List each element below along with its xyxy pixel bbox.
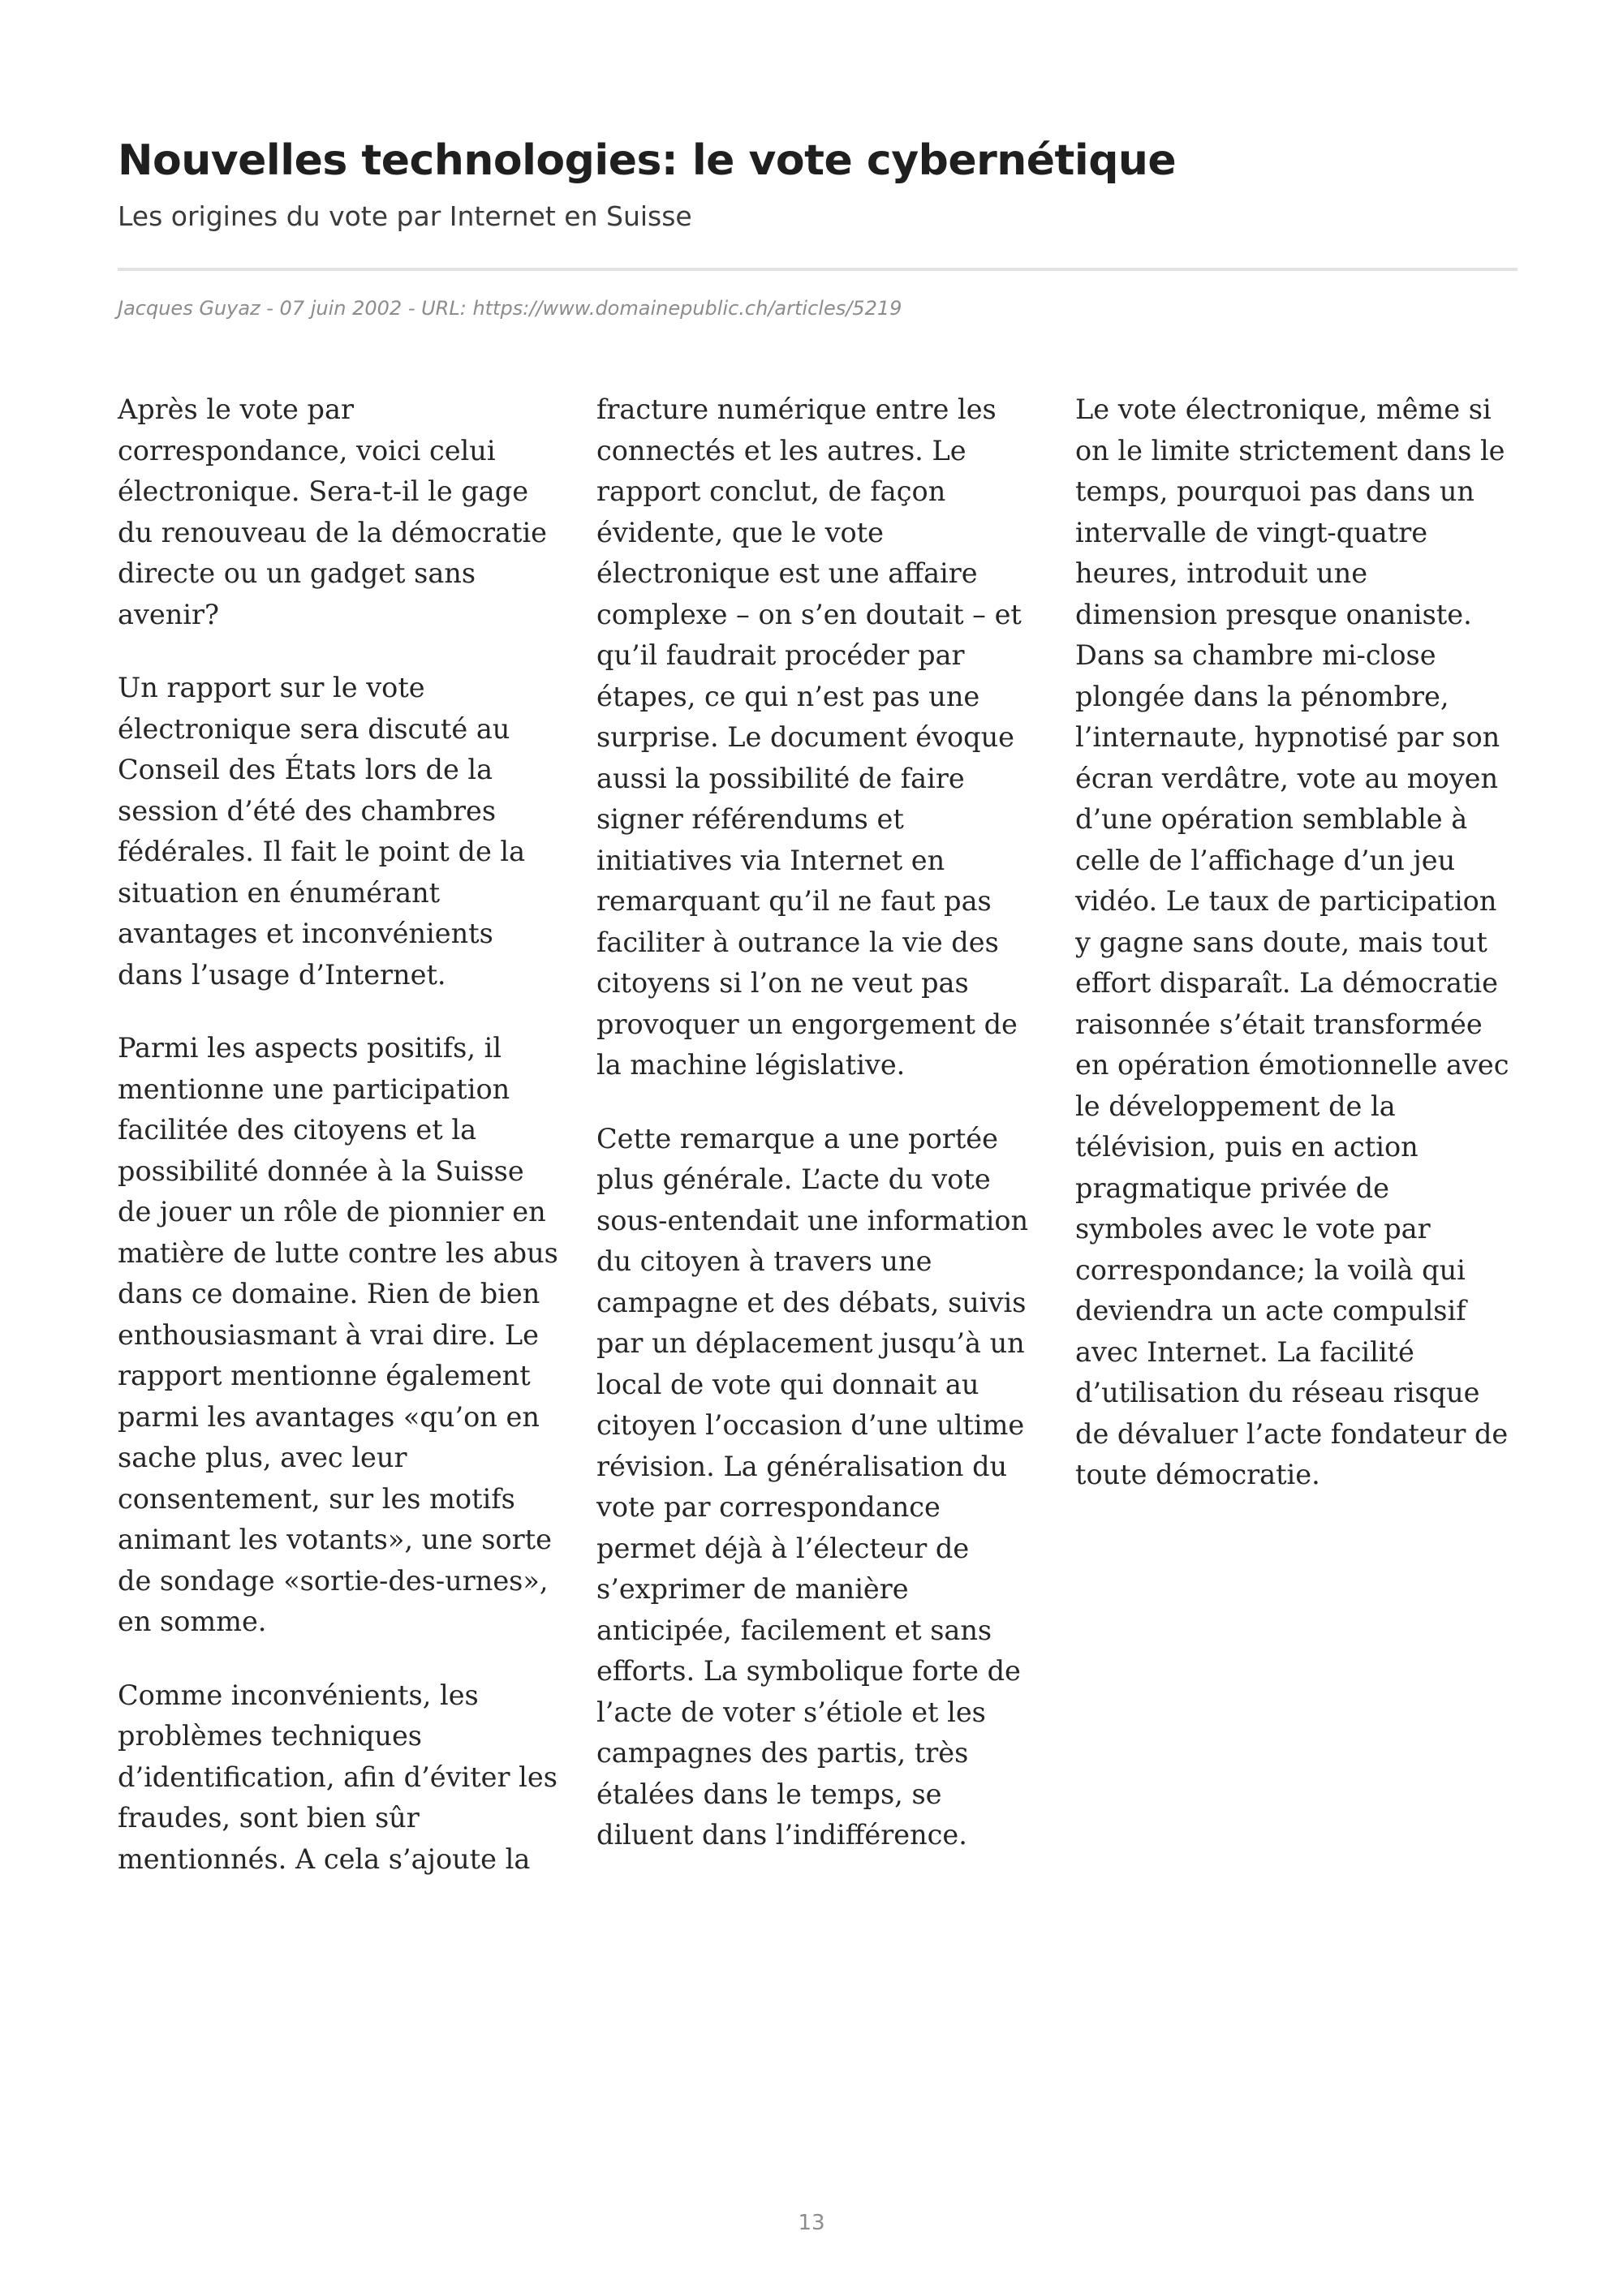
paragraph: Un rapport sur le vote électronique sera discuté au Conseil des États lors de la session d’été des chambres fédérales. Il fait le point de la situation en énumérant avantages et inconvénients dans l’usage d’Internet. [118,672,526,991]
article-title: Nouvelles technologies: le vote cybernétique [118,136,1177,185]
article-body [118,389,1518,1882]
page-number: 13 [798,2211,825,2235]
paragraph: Cette remarque a une portée plus générale. L’acte du vote sous-entendait une information du citoyen à travers une campagne et des débats, suivis par un déplacement jusqu’à un local de vote qui donnait au citoyen l’occasion d’une ultime révision. La généralisation du vote par correspondance permet déjà à l’électeur de s’exprimer de manière anticipée, facilement et sans efforts. La symbolique forte de l’acte de voter s’étiole et les campagnes des partis, très étalées dans le temps, se diluent dans l’indifférence. [596,1122,1029,1851]
article-subtitle: Les origines du vote par Internet en Suisse [118,200,692,232]
article-meta: Jacques Guyaz - 07 juin 2002 - URL: https://www.domainepublic.ch/articles/5219 [118,297,902,320]
article [118,130,1518,1875]
paragraph: Comme inconvénients, les problèmes techniques d’identification, afin d’éviter les fraudes, sont bien sûr mentionnés. A cela s’ajoute la fracture numérique entre les connectés et les autres. Le rapport conclut, de façon évidente, que le vote électronique est une affaire complexe – on s’en doutait – et qu’il faudrait procéder par étapes, ce qui n’est pas une surprise. Le document évoque aussi la possibilité de faire signer référendums et initiatives via Internet en remarquant qu’il ne faut pas faciliter à outrance la vie des citoyens si l’on ne veut pas provoquer un engorgement de la machine législative. [118,393,1022,1875]
paragraph: Après le vote par correspondance, voici celui électronique. Sera-t-il le gage du renouveau de la démocratie directe ou un gadget sans avenir? [118,393,547,630]
paragraph: Parmi les aspects positifs, il mentionne une participation facilitée des citoyens et la possibilité donnée à la Suisse de jouer un rôle de pionnier en matière de lutte contre les abus dans ce domaine. Rien de bien enthousiasmant à vrai dire. Le rapport mentionne également parmi les avantages «qu’on en sache plus, avec leur consentement, sur les motifs animant les votants», une sorte de sondage «sortie-des-urnes», en somme. [118,1032,558,1637]
header-divider [118,268,1518,271]
paragraph: Le vote électronique, même si on le limite strictement dans le temps, pourquoi pas dans un intervalle de vingt-quatre heures, introduit une dimension presque onaniste. Dans sa chambre mi-close plongée dans la pénombre, l’internaute, hypnotisé par son écran verdâtre, vote au moyen d’une opération semblable à celle de l’affichage d’un jeu vidéo. Le taux de participation y gagne sans doute, mais tout effort disparaît. La démocratie raisonnée s’était transformée en opération émotionnelle avec le développement de la télévision, puis en action pragmatique privée de symboles avec le vote par correspondance; la voilà qui deviendra un acte compulsif avec Internet. La facilité d’utilisation du réseau risque de dévaluer l’acte fondateur de toute démocratie. [1075,393,1509,1490]
